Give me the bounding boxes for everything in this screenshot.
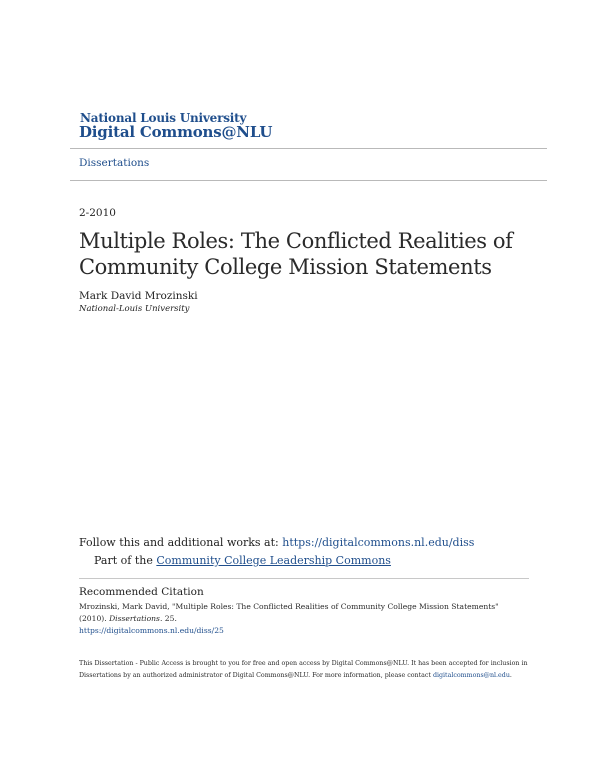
collection-link[interactable]: Dissertations [79,157,150,169]
follow-link[interactable]: https://digitalcommons.nl.edu/diss [282,536,475,549]
header-divider [70,148,547,149]
citation-heading: Recommended Citation [79,586,204,598]
part-of-line [94,554,391,567]
citation-divider [79,578,529,579]
footer-end: . [509,672,512,679]
author-name: Mark David Mrozinski [79,290,198,302]
footer-text: This Dissertation - Public Access is brought to you for free and open access by Digital Commons@NLU. It has been accepted for inclusion in Dissertations by an authorized administrator of Digital Commons@NLU. For more information, please contact [79,660,528,679]
follow-line [79,536,474,549]
citation-number: . 25. [159,613,177,623]
citation-url-line [79,626,224,635]
contact-email-link[interactable]: digitalcommons@nl.edu [432,672,510,679]
part-of-label: Part of the [94,554,153,567]
follow-label: Follow this and additional works at: [79,536,279,549]
collection-divider [70,180,547,181]
citation-text [79,601,524,624]
citation-body: Mrozinski, Mark David, "Multiple Roles: The Conflicted Realities of Community College Mission Statements" (2010). [79,602,499,623]
commons-link[interactable]: Community College Leadership Commons [156,554,391,567]
repository-name[interactable]: Digital Commons@NLU [79,123,273,141]
document-title: Multiple Roles: The Conflicted Realities of Community College Mission Statements [79,229,513,279]
publication-date: 2-2010 [79,207,116,219]
institution-name[interactable]: National Louis University [80,111,247,125]
citation-source: Dissertations [109,613,160,623]
citation-url[interactable]: https://digitalcommons.nl.edu/diss/25 [79,626,224,635]
footer-notice [79,658,529,682]
author-affiliation: National-Louis University [79,304,190,314]
